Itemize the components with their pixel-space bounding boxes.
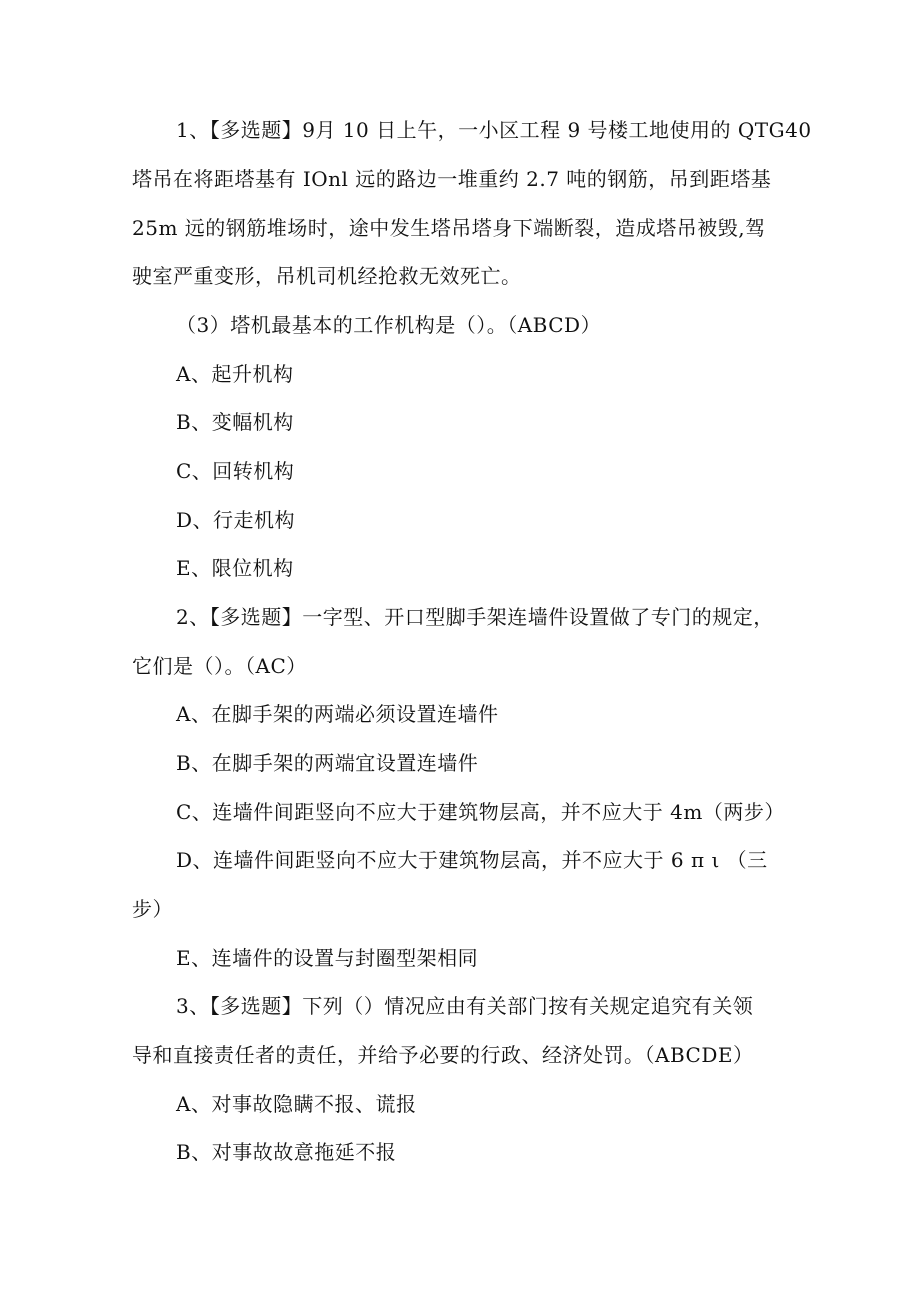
q1-option-e: E、限位机构	[176, 556, 294, 580]
q1-option-c: C、回转机构	[176, 459, 295, 483]
q3-text-line-1: 3、【多选题】下列（）情况应由有关部门按有关规定追究有关领	[176, 994, 754, 1018]
q2-text-line-2: 它们是（）。（AC）	[132, 654, 307, 678]
q2-option-b: B、在脚手架的两端宜设置连墙件	[176, 751, 479, 775]
q2-option-d: D、连墙件间距竖向不应大于建筑物层高，并不应大于 6 π ι （三	[176, 848, 768, 872]
q1-text-line-4: 驶室严重变形，吊机司机经抢救无效死亡。	[132, 264, 522, 288]
q2-text-line-1: 2、【多选题】一字型、开口型脚手架连墙件设置做了专门的规定，	[176, 605, 774, 629]
q2-option-e: E、连墙件的设置与封圈型架相同	[176, 946, 479, 970]
q1-option-d: D、行走机构	[176, 508, 296, 532]
q1-subquestion: （3）塔机最基本的工作机构是（）。（ABCD）	[176, 313, 602, 337]
q3-option-b: B、对事故故意拖延不报	[176, 1140, 397, 1164]
q2-option-c: C、连墙件间距竖向不应大于建筑物层高，并不应大于 4m（两步）	[176, 800, 785, 824]
q1-text-line-2: 塔吊在将距塔基有 IOnl 远的路边一堆重约 2.7 吨的钢筋，吊到距塔基	[132, 167, 772, 191]
q3-option-a: A、对事故隐瞒不报、谎报	[176, 1092, 417, 1116]
q2-option-a: A、在脚手架的两端必须设置连墙件	[176, 702, 499, 726]
q3-text-line-2: 导和直接责任者的责任，并给予必要的行政、经济处罚。（ABCDE）	[132, 1043, 754, 1067]
q2-option-d-continuation: 步）	[132, 897, 173, 921]
q1-option-a: A、起升机构	[176, 362, 294, 386]
q1-text-line-1: 1、【多选题】9月 10 日上午，一小区工程 9 号楼工地使用的 QTG40	[176, 118, 812, 142]
q1-text-line-3: 25m 远的钢筋堆场时，途中发生塔吊塔身下端断裂，造成塔吊被毁,驾	[132, 216, 766, 240]
q1-option-b: B、变幅机构	[176, 410, 294, 434]
